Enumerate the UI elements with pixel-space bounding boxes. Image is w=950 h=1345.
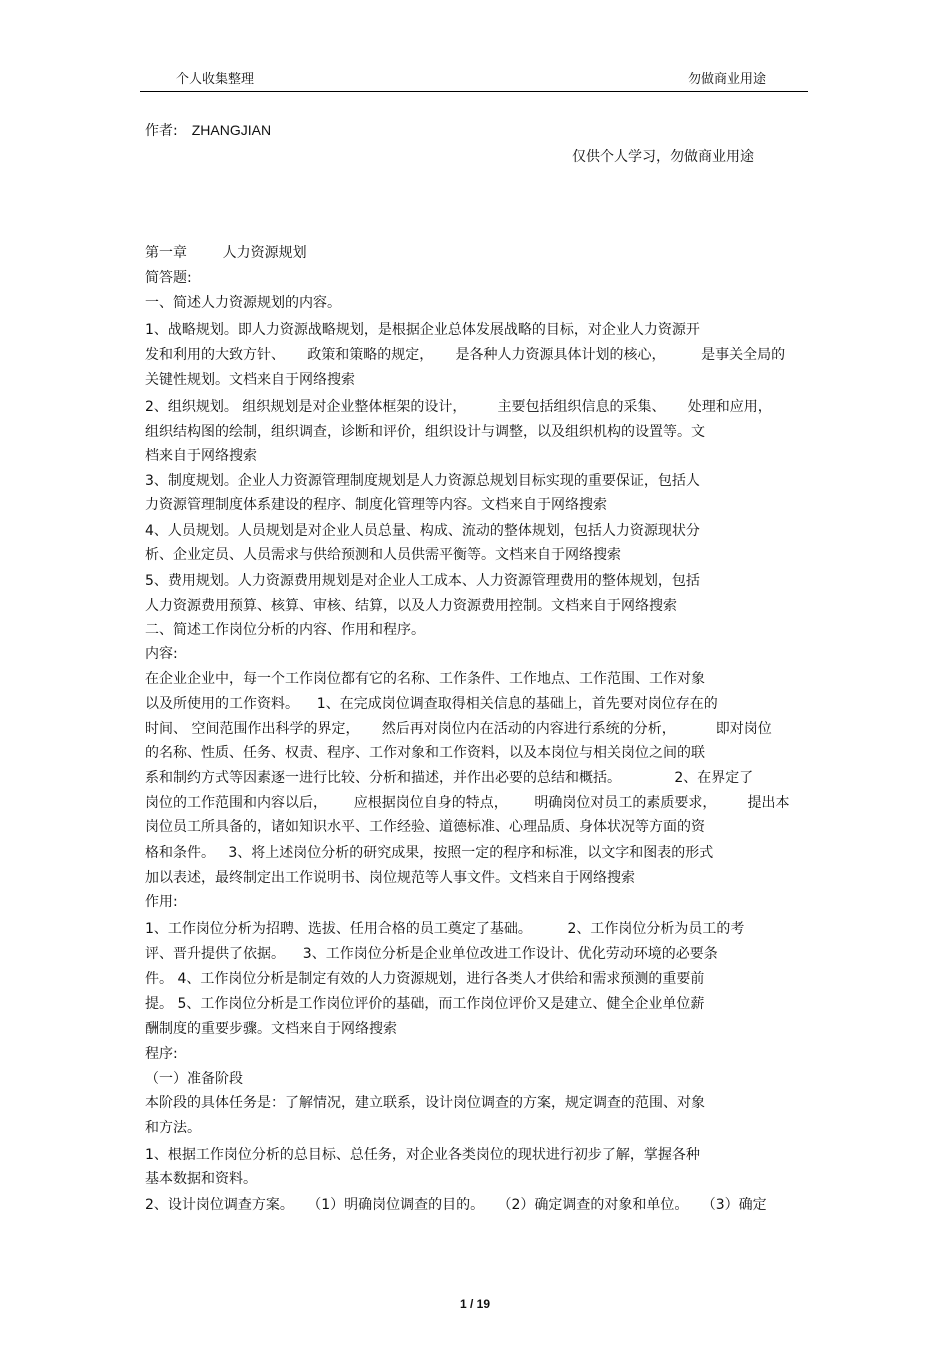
body-line: 4、人员规划。人员规划是对企业人员总量、构成、流动的整体规划，包括人力资源现状分: [145, 523, 700, 539]
body-line: 内容:: [145, 646, 178, 662]
page-number: 1 / 19: [459, 1297, 491, 1311]
body-line: 加以表述，最终制定出工作说明书、岗位规范等人事文件。文档来自于网络搜索: [145, 870, 635, 886]
body-line: 1、战略规划。即人力资源战略规划，是根据企业总体发展战略的目标，对企业人力资源开: [145, 322, 700, 338]
body-line: 析、企业定员、人员需求与供给预测和人员供需平衡等。文档来自于网络搜索: [145, 547, 621, 563]
body-line: 的名称、性质、任务、权责、程序、工作对象和工作资料，以及本岗位与相关岗位之间的联: [145, 745, 705, 761]
author-line: [145, 120, 271, 140]
body-line: 作用:: [145, 894, 178, 910]
body-line: 以及所使用的工作资料。 1、在完成岗位调查取得相关信息的基础上，首先要对岗位存在的: [145, 696, 718, 712]
body-line: 力资源管理制度体系建设的程序、制度化管理等内容。文档来自于网络搜索: [145, 497, 607, 513]
body-line: 人力资源费用预算、核算、审核、结算，以及人力资源费用控制。文档来自于网络搜索: [145, 598, 677, 614]
body-line: 在企业企业中，每一个工作岗位都有它的名称、工作条件、工作地点、工作范围、工作对象: [145, 671, 705, 687]
body-line: 提。 5、工作岗位分析是工作岗位评价的基础，而工作岗位评价又是建立、健全企业单位薪: [145, 996, 705, 1012]
body-line: 时间、 空间范围作出科学的界定， 然后再对岗位内在活动的内容进行系统的分析， 即对岗位: [145, 721, 772, 737]
body-line: 5、费用规划。人力资源费用规划是对企业人工成本、人力资源管理费用的整体规划，包括: [145, 573, 700, 589]
body-line: 基本数据和资料。: [145, 1171, 257, 1187]
header-divider: [140, 91, 808, 92]
body-line: 岗位的工作范围和内容以后， 应根据岗位自身的特点， 明确岗位对员工的素质要求， 提出本: [145, 795, 790, 811]
body-line: 第一章 人力资源规划: [145, 245, 307, 261]
body-line: 格和条件。 3、将上述岗位分析的研究成果，按照一定的程序和标准，以文字和图表的形式: [145, 845, 714, 861]
body-line: 件。 4、工作岗位分析是制定有效的人力资源规划，进行各类人才供给和需求预测的重要前: [145, 971, 705, 987]
body-line: 发和利用的大致方针、 政策和策略的规定， 是各种人力资源具体计划的核心， 是事关全局的: [145, 347, 786, 363]
body-line: 酬制度的重要步骤。文档来自于网络搜索: [145, 1021, 397, 1037]
body-line: 1、根据工作岗位分析的总目标、总任务，对企业各类岗位的现状进行初步了解，掌握各种: [145, 1147, 700, 1163]
body-line: 档来自于网络搜索: [145, 448, 257, 464]
body-line: 评、晋升提供了依据。 3、工作岗位分析是企业单位改进工作设计、优化劳动环境的必要条: [145, 946, 718, 962]
body-line: 系和制约方式等因素逐一进行比较、分析和描述，并作出必要的总结和概括。 2、在界定了: [145, 770, 754, 786]
body-line: 3、制度规划。企业人力资源管理制度规划是人力资源总规划目标实现的重要保证，包括人: [145, 473, 700, 489]
header-left-text: 个人收集整理: [176, 72, 255, 87]
body-line: （一）准备阶段: [145, 1071, 243, 1087]
body-line: 岗位员工所具备的，诸如知识水平、工作经验、道德标准、心理品质、身体状况等方面的资: [145, 819, 705, 835]
body-line: 组织结构图的绘制，组织调查，诊断和评价，组织设计与调整，以及组织机构的设置等。文: [145, 424, 705, 440]
body-line: 程序:: [145, 1046, 178, 1062]
body-line: 二、简述工作岗位分析的内容、作用和程序。: [145, 622, 425, 638]
body-line: 2、设计岗位调查方案。 （1）明确岗位调查的目的。 （2）确定调查的对象和单位。 （3）确定: [145, 1197, 767, 1213]
body-line: 1、工作岗位分析为招聘、选拔、任用合格的员工奠定了基础。 2、工作岗位分析为员工的考: [145, 921, 745, 937]
author-name: ZHANGJIAN: [191, 122, 272, 138]
body-line: 2、组织规划。 组织规划是对企业整体框架的设计， 主要包括组织信息的采集、 处理和应用，: [145, 399, 772, 415]
body-line: 关键性规划。文档来自于网络搜索: [145, 372, 355, 388]
body-line: 简答题:: [145, 270, 192, 286]
body-line: 和方法。: [145, 1120, 201, 1136]
header-right-text: 勿做商业用途: [688, 72, 767, 87]
usage-notice: 仅供个人学习，勿做商业用途: [572, 149, 754, 165]
body-line: 本阶段的具体任务是：了解情况，建立联系，设计岗位调查的方案，规定调查的范围、对象: [145, 1095, 705, 1111]
author-label: 作者:: [145, 123, 178, 139]
body-line: 一、简述人力资源规划的内容。: [145, 295, 341, 311]
